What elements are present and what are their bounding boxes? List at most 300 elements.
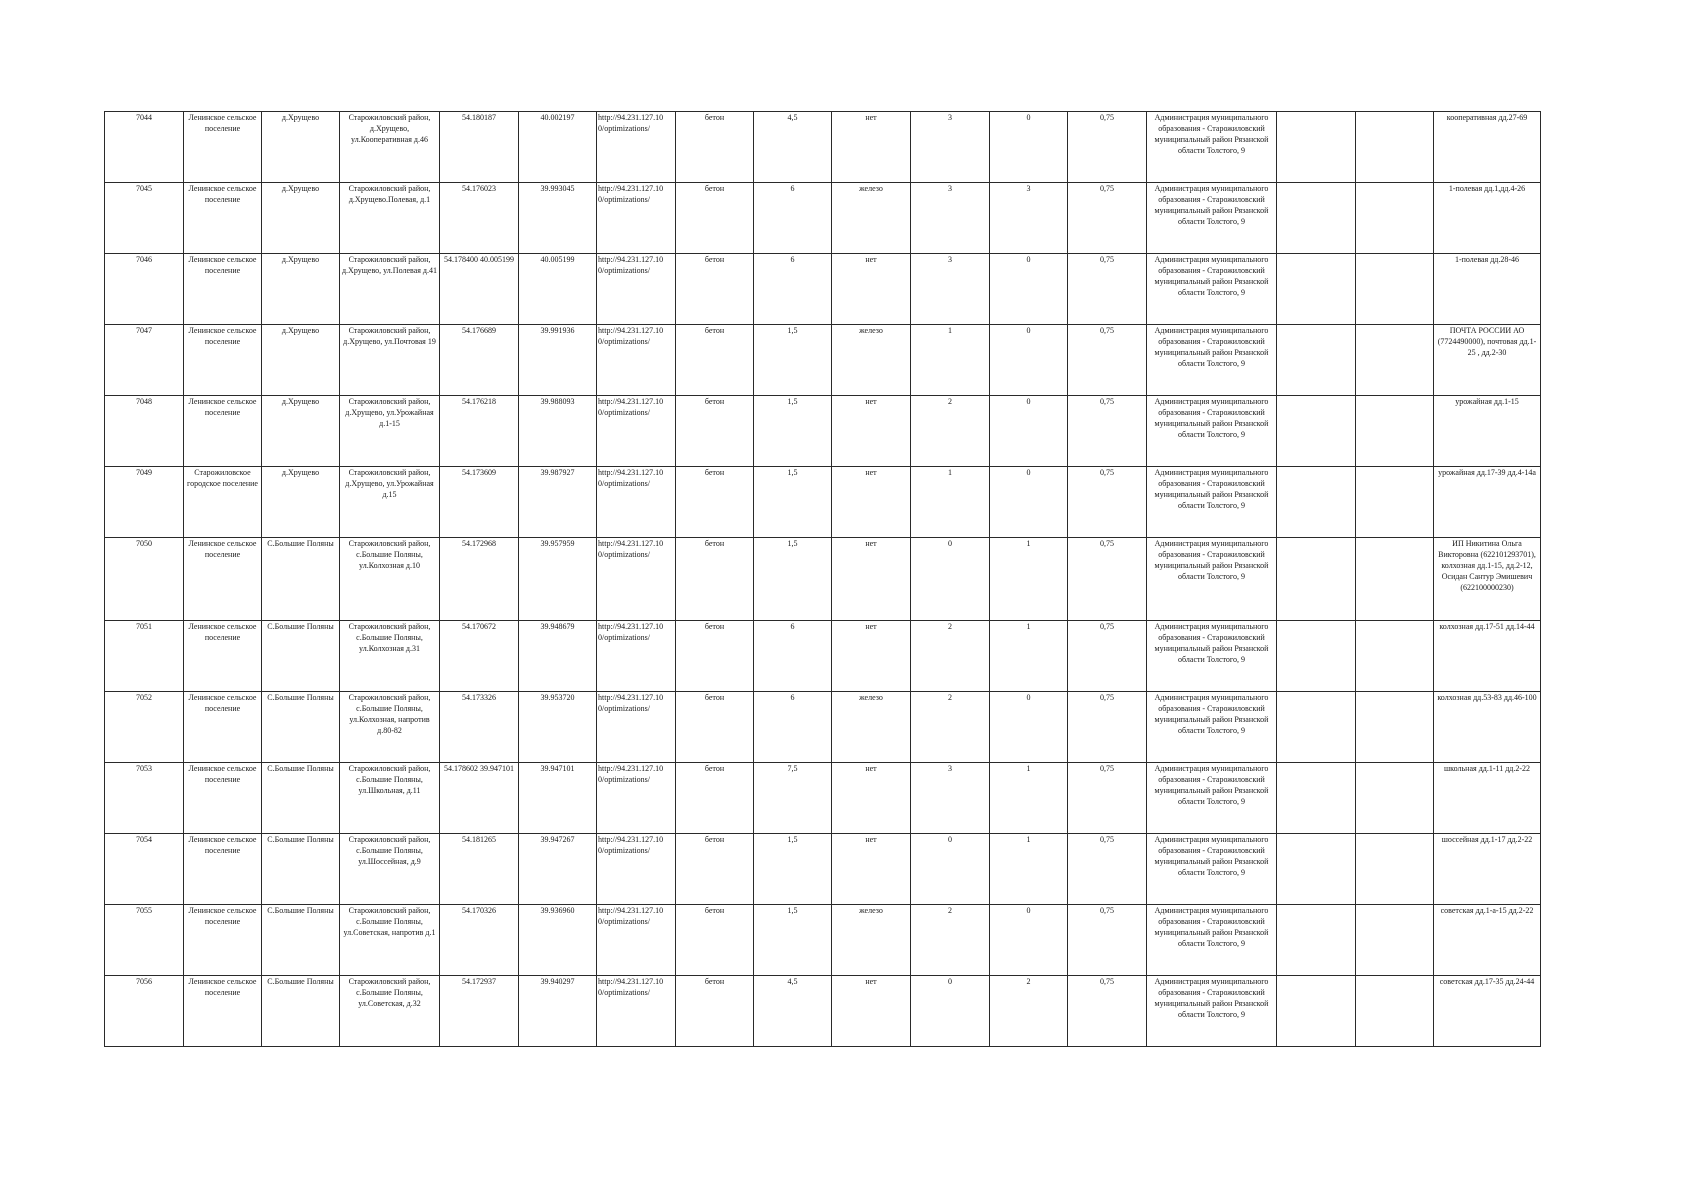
- waste-source-cell: [1434, 692, 1541, 763]
- address-cell: [340, 325, 440, 396]
- surface-cell: [676, 905, 754, 976]
- volume-cell: [1068, 325, 1147, 396]
- owner-text: Администрация муниципального образования - Старожиловский муниципальный район Рязанской области Толстого, 9: [1154, 693, 1269, 735]
- container-count-text: 0: [948, 835, 952, 844]
- container-count-2-text: 1: [1026, 764, 1031, 773]
- settlement-text: Ленинское сельское поселение: [188, 906, 257, 926]
- volume-cell: [1068, 905, 1147, 976]
- volume-cell: [1068, 254, 1147, 325]
- url-text: http://94.231.127.10 0/optimizations/: [598, 764, 664, 784]
- row-id-cell: [105, 254, 184, 325]
- longitude-cell: [519, 396, 597, 467]
- owner-text: Администрация муниципального образования - Старожиловский муниципальный район Рязанской области Толстого, 9: [1154, 255, 1269, 297]
- row-id-text: 7053: [136, 764, 152, 773]
- owner-cell: [1147, 763, 1277, 834]
- url-text: http://94.231.127.10 0/optimizations/: [598, 255, 664, 275]
- longitude-text: 39.988093: [540, 397, 575, 406]
- row-id-text: 7048: [136, 397, 152, 406]
- row-id-cell: [105, 538, 184, 621]
- address-cell: [340, 621, 440, 692]
- waste-source-cell: [1434, 538, 1541, 621]
- longitude-text: 39.991936: [540, 326, 575, 335]
- longitude-cell: [519, 905, 597, 976]
- longitude-text: 39.947101: [540, 764, 575, 773]
- volume-cell: [1068, 467, 1147, 538]
- area-cell: [754, 325, 832, 396]
- container-count-2-cell: [990, 112, 1068, 183]
- area-cell: [754, 692, 832, 763]
- owner-text: Администрация муниципального образования - Старожиловский муниципальный район Рязанской области Толстого, 9: [1154, 906, 1269, 948]
- url-cell: [597, 183, 676, 254]
- volume-cell: [1068, 763, 1147, 834]
- surface-text: бетон: [704, 539, 725, 548]
- container-count-cell: [911, 763, 990, 834]
- empty-cell: [1356, 692, 1434, 763]
- row-id-cell: [105, 763, 184, 834]
- surface-text: бетон: [704, 468, 725, 477]
- row-id-cell: [105, 834, 184, 905]
- settlement-text: Ленинское сельское поселение: [188, 326, 257, 346]
- container-count-cell: [911, 905, 990, 976]
- table-row: [105, 763, 1541, 834]
- locality-cell: [262, 112, 340, 183]
- volume-cell: [1068, 538, 1147, 621]
- latitude-cell: [440, 834, 519, 905]
- container-count-text: 3: [948, 184, 952, 193]
- waste-source-cell: [1434, 112, 1541, 183]
- empty-cell: [1277, 692, 1356, 763]
- volume-text: 0,75: [1100, 835, 1114, 844]
- locality-cell: [262, 254, 340, 325]
- longitude-cell: [519, 325, 597, 396]
- waste-source-cell: [1434, 976, 1541, 1047]
- surface-cell: [676, 254, 754, 325]
- locality-text: д.Хрущево: [281, 184, 320, 193]
- volume-text: 0,75: [1100, 326, 1114, 335]
- fence-cell: [832, 254, 911, 325]
- address-text: Старожиловский район, д.Хрущево, ул.Урожайная д.1-15: [345, 397, 434, 428]
- volume-text: 0,75: [1100, 622, 1114, 631]
- address-text: Старожиловский район, д.Хрущево, ул.Урожайная д.15: [345, 468, 434, 499]
- longitude-text: 40.005199: [540, 255, 575, 264]
- address-cell: [340, 254, 440, 325]
- url-cell: [597, 621, 676, 692]
- container-count-2-cell: [990, 325, 1068, 396]
- url-text: http://94.231.127.10 0/optimizations/: [598, 835, 664, 855]
- area-text: 4,5: [787, 113, 798, 122]
- area-text: 1,5: [787, 326, 798, 335]
- row-id-cell: [105, 183, 184, 254]
- latitude-text: 54.172937: [462, 977, 496, 986]
- url-cell: [597, 538, 676, 621]
- container-count-cell: [911, 834, 990, 905]
- container-count-2-cell: [990, 538, 1068, 621]
- area-text: 1,5: [787, 539, 798, 548]
- area-cell: [754, 976, 832, 1047]
- waste-source-text: 1-полевая дд.1,дд.4-26: [1448, 184, 1526, 193]
- row-id-text: 7052: [136, 693, 152, 702]
- empty-cell: [1356, 396, 1434, 467]
- latitude-cell: [440, 396, 519, 467]
- empty-cell: [1356, 621, 1434, 692]
- latitude-cell: [440, 467, 519, 538]
- url-text: http://94.231.127.10 0/optimizations/: [598, 693, 664, 713]
- waste-source-cell: [1434, 467, 1541, 538]
- volume-text: 0,75: [1100, 184, 1114, 193]
- container-count-cell: [911, 976, 990, 1047]
- locality-text: д.Хрущево: [281, 397, 320, 406]
- empty-cell: [1277, 905, 1356, 976]
- longitude-cell: [519, 976, 597, 1047]
- area-cell: [754, 621, 832, 692]
- waste-source-text: ПОЧТА РОССИИ АО (7724490000), почтовая дд.1-25 , дд.2-30: [1437, 326, 1537, 357]
- container-count-2-cell: [990, 976, 1068, 1047]
- empty-cell: [1277, 112, 1356, 183]
- table-row: [105, 834, 1541, 905]
- url-cell: [597, 325, 676, 396]
- waste-source-text: советская дд.17-35 дд.24-44: [1439, 977, 1535, 986]
- empty-cell: [1356, 976, 1434, 1047]
- latitude-cell: [440, 325, 519, 396]
- fence-cell: [832, 112, 911, 183]
- container-count-2-text: 1: [1026, 835, 1031, 844]
- container-count-cell: [911, 396, 990, 467]
- waste-source-text: ИП Никитина Ольга Викторовна (622101293701), колхозная дд.1-15, дд.2-12, Осидан Сантур Эмишевич (622100000230): [1438, 539, 1536, 592]
- surface-cell: [676, 183, 754, 254]
- waste-source-text: школьная дд.1-11 дд.2-22: [1444, 764, 1530, 773]
- owner-cell: [1147, 467, 1277, 538]
- address-text: Старожиловский район, с.Большие Поляны, ул.Шоссейная, д.9: [348, 835, 431, 866]
- surface-text: бетон: [704, 835, 725, 844]
- surface-text: бетон: [704, 255, 725, 264]
- owner-cell: [1147, 396, 1277, 467]
- container-count-2-cell: [990, 905, 1068, 976]
- surface-cell: [676, 834, 754, 905]
- locality-cell: [262, 467, 340, 538]
- waste-source-cell: [1434, 763, 1541, 834]
- locality-cell: [262, 976, 340, 1047]
- container-count-cell: [911, 325, 990, 396]
- container-count-2-text: 0: [1026, 255, 1031, 264]
- waste-source-text: 1-полевая дд.28-46: [1454, 255, 1520, 264]
- container-count-2-text: 1: [1026, 622, 1031, 631]
- settlement-text: Ленинское сельское поселение: [188, 113, 257, 133]
- container-count-2-cell: [990, 254, 1068, 325]
- surface-text: бетон: [704, 184, 725, 193]
- settlement-text: Старожиловское городское поселение: [187, 468, 258, 488]
- locality-text: С.Большие Поляны: [267, 906, 334, 915]
- container-count-2-cell: [990, 834, 1068, 905]
- empty-cell: [1356, 183, 1434, 254]
- fence-cell: [832, 692, 911, 763]
- url-text: http://94.231.127.10 0/optimizations/: [598, 113, 664, 133]
- volume-cell: [1068, 976, 1147, 1047]
- owner-cell: [1147, 112, 1277, 183]
- address-text: Старожиловский район, д.Хрущево, ул.Кооперативная д.46: [348, 113, 431, 144]
- container-count-cell: [911, 538, 990, 621]
- surface-cell: [676, 396, 754, 467]
- owner-text: Администрация муниципального образования - Старожиловский муниципальный район Рязанской области Толстого, 9: [1154, 468, 1269, 510]
- fence-cell: [832, 467, 911, 538]
- latitude-text: 54.181265: [462, 835, 496, 844]
- area-cell: [754, 254, 832, 325]
- fence-text: железо: [859, 326, 883, 335]
- area-cell: [754, 905, 832, 976]
- owner-cell: [1147, 834, 1277, 905]
- container-count-2-text: 0: [1026, 468, 1031, 477]
- owner-text: Администрация муниципального образования - Старожиловский муниципальный район Рязанской области Толстого, 9: [1154, 113, 1269, 155]
- area-text: 1,5: [787, 468, 798, 477]
- address-cell: [340, 467, 440, 538]
- area-text: 1,5: [787, 835, 798, 844]
- surface-cell: [676, 325, 754, 396]
- surface-text: бетон: [704, 693, 725, 702]
- table-row: [105, 905, 1541, 976]
- locality-cell: [262, 621, 340, 692]
- surface-text: бетон: [704, 326, 725, 335]
- url-cell: [597, 254, 676, 325]
- latitude-text: 54.173609: [462, 468, 496, 477]
- locality-text: д.Хрущево: [281, 255, 320, 264]
- empty-cell: [1277, 621, 1356, 692]
- address-text: Старожиловский район, с.Большие Поляны, ул.Колхозная д.31: [348, 622, 431, 653]
- url-text: http://94.231.127.10 0/optimizations/: [598, 622, 664, 642]
- longitude-text: 39.947267: [540, 835, 575, 844]
- settlement-text: Ленинское сельское поселение: [188, 255, 257, 275]
- latitude-text: 54.176689: [462, 326, 496, 335]
- container-count-2-text: 0: [1026, 906, 1031, 915]
- area-text: 7,5: [787, 764, 798, 773]
- fence-text: железо: [859, 184, 883, 193]
- waste-source-cell: [1434, 183, 1541, 254]
- area-text: 1,5: [787, 397, 798, 406]
- latitude-text: 54.176218: [462, 397, 496, 406]
- surface-cell: [676, 763, 754, 834]
- area-cell: [754, 538, 832, 621]
- address-text: Старожиловский район, с.Большие Поляны, ул.Школьная, д.11: [348, 764, 431, 795]
- owner-cell: [1147, 621, 1277, 692]
- address-cell: [340, 976, 440, 1047]
- locality-cell: [262, 325, 340, 396]
- waste-source-text: колхозная дд.53-83 дд.46-100: [1437, 693, 1537, 702]
- volume-text: 0,75: [1100, 113, 1114, 122]
- locality-text: д.Хрущево: [281, 326, 320, 335]
- longitude-text: 39.948679: [540, 622, 575, 631]
- longitude-cell: [519, 467, 597, 538]
- container-count-text: 1: [948, 326, 952, 335]
- address-text: Старожиловский район, с.Большие Поляны, ул.Советская, д.32: [348, 977, 431, 1008]
- owner-cell: [1147, 976, 1277, 1047]
- locality-text: С.Большие Поляны: [267, 693, 334, 702]
- table-row: [105, 112, 1541, 183]
- surface-text: бетон: [704, 977, 725, 986]
- longitude-text: 39.936960: [540, 906, 575, 915]
- row-id-cell: [105, 621, 184, 692]
- volume-text: 0,75: [1100, 397, 1114, 406]
- longitude-text: 40.002197: [540, 113, 575, 122]
- volume-cell: [1068, 183, 1147, 254]
- longitude-cell: [519, 538, 597, 621]
- address-cell: [340, 538, 440, 621]
- fence-text: нет: [865, 113, 877, 122]
- row-id-text: 7050: [136, 539, 152, 548]
- row-id-text: 7046: [136, 255, 152, 264]
- fence-cell: [832, 834, 911, 905]
- table-row: [105, 621, 1541, 692]
- area-text: 6: [790, 622, 795, 631]
- latitude-text: 54.173326: [462, 693, 496, 702]
- container-count-text: 0: [948, 539, 952, 548]
- latitude-text: 54.178602 39.947101: [444, 764, 514, 773]
- latitude-cell: [440, 538, 519, 621]
- settlement-text: Ленинское сельское поселение: [188, 397, 257, 417]
- area-cell: [754, 183, 832, 254]
- url-cell: [597, 834, 676, 905]
- empty-cell: [1356, 112, 1434, 183]
- container-count-cell: [911, 183, 990, 254]
- fence-cell: [832, 396, 911, 467]
- surface-text: бетон: [704, 906, 725, 915]
- url-text: http://94.231.127.10 0/optimizations/: [598, 184, 664, 204]
- table-row: [105, 538, 1541, 621]
- address-text: Старожиловский район, с.Большие Поляны, ул.Колхозная д.10: [348, 539, 431, 570]
- volume-text: 0,75: [1100, 906, 1114, 915]
- settlement-cell: [184, 396, 262, 467]
- owner-cell: [1147, 692, 1277, 763]
- area-cell: [754, 834, 832, 905]
- waste-source-cell: [1434, 325, 1541, 396]
- row-id-text: 7054: [136, 835, 152, 844]
- surface-text: бетон: [704, 113, 725, 122]
- url-text: http://94.231.127.10 0/optimizations/: [598, 468, 664, 488]
- row-id-text: 7044: [136, 113, 152, 122]
- fence-text: нет: [865, 397, 877, 406]
- latitude-cell: [440, 976, 519, 1047]
- address-text: Старожиловский район, д.Хрущево, ул.Почтовая 19: [343, 326, 436, 346]
- container-count-2-cell: [990, 183, 1068, 254]
- settlement-cell: [184, 976, 262, 1047]
- locality-cell: [262, 183, 340, 254]
- locality-cell: [262, 396, 340, 467]
- waste-source-text: кооперативная дд.27-69: [1446, 113, 1528, 122]
- container-count-cell: [911, 467, 990, 538]
- locality-text: С.Большие Поляны: [267, 539, 334, 548]
- surface-cell: [676, 538, 754, 621]
- fence-cell: [832, 183, 911, 254]
- address-cell: [340, 763, 440, 834]
- owner-cell: [1147, 538, 1277, 621]
- row-id-text: 7051: [136, 622, 152, 631]
- area-cell: [754, 467, 832, 538]
- volume-cell: [1068, 834, 1147, 905]
- locality-text: С.Большие Поляны: [267, 977, 334, 986]
- fence-cell: [832, 763, 911, 834]
- owner-text: Администрация муниципального образования - Старожиловский муниципальный район Рязанской области Толстого, 9: [1154, 397, 1269, 439]
- settlement-text: Ленинское сельское поселение: [188, 539, 257, 559]
- url-cell: [597, 467, 676, 538]
- container-count-text: 2: [948, 622, 952, 631]
- settlement-cell: [184, 905, 262, 976]
- surface-text: бетон: [704, 622, 725, 631]
- url-cell: [597, 976, 676, 1047]
- waste-source-cell: [1434, 396, 1541, 467]
- fence-cell: [832, 905, 911, 976]
- surface-text: бетон: [704, 764, 725, 773]
- fence-text: нет: [865, 977, 877, 986]
- container-count-text: 3: [948, 764, 952, 773]
- owner-text: Администрация муниципального образования - Старожиловский муниципальный район Рязанской области Толстого, 9: [1154, 764, 1269, 806]
- table-row: [105, 183, 1541, 254]
- container-count-2-cell: [990, 621, 1068, 692]
- latitude-text: 54.180187: [462, 113, 496, 122]
- latitude-cell: [440, 254, 519, 325]
- volume-cell: [1068, 621, 1147, 692]
- locality-text: С.Большие Поляны: [267, 835, 334, 844]
- settlement-cell: [184, 183, 262, 254]
- empty-cell: [1356, 834, 1434, 905]
- area-text: 4,5: [787, 977, 798, 986]
- longitude-cell: [519, 621, 597, 692]
- latitude-text: 54.176023: [462, 184, 496, 193]
- waste-source-cell: [1434, 621, 1541, 692]
- container-count-text: 2: [948, 906, 952, 915]
- address-cell: [340, 834, 440, 905]
- latitude-cell: [440, 621, 519, 692]
- url-cell: [597, 396, 676, 467]
- volume-text: 0,75: [1100, 539, 1114, 548]
- area-text: 6: [790, 255, 795, 264]
- empty-cell: [1356, 905, 1434, 976]
- empty-cell: [1277, 763, 1356, 834]
- settlement-text: Ленинское сельское поселение: [188, 977, 257, 997]
- waste-source-cell: [1434, 254, 1541, 325]
- longitude-cell: [519, 834, 597, 905]
- owner-cell: [1147, 183, 1277, 254]
- row-id-cell: [105, 976, 184, 1047]
- longitude-cell: [519, 183, 597, 254]
- container-count-text: 0: [948, 977, 952, 986]
- settlement-cell: [184, 467, 262, 538]
- locality-cell: [262, 692, 340, 763]
- empty-cell: [1277, 254, 1356, 325]
- empty-cell: [1277, 325, 1356, 396]
- owner-text: Администрация муниципального образования - Старожиловский муниципальный район Рязанской области Толстого, 9: [1154, 977, 1269, 1019]
- url-cell: [597, 763, 676, 834]
- settlement-cell: [184, 834, 262, 905]
- waste-source-text: колхозная дд.17-51 дд.14-44: [1439, 622, 1535, 631]
- empty-cell: [1356, 325, 1434, 396]
- fence-cell: [832, 976, 911, 1047]
- address-cell: [340, 396, 440, 467]
- fence-text: нет: [865, 255, 877, 264]
- longitude-text: 39.993045: [540, 184, 575, 193]
- locality-cell: [262, 538, 340, 621]
- owner-text: Администрация муниципального образования - Старожиловский муниципальный район Рязанской области Толстого, 9: [1154, 184, 1269, 226]
- table-row: [105, 692, 1541, 763]
- settlement-cell: [184, 763, 262, 834]
- empty-cell: [1356, 763, 1434, 834]
- row-id-cell: [105, 905, 184, 976]
- container-count-text: 2: [948, 397, 952, 406]
- container-count-cell: [911, 112, 990, 183]
- container-count-text: 3: [948, 255, 952, 264]
- url-text: http://94.231.127.10 0/optimizations/: [598, 326, 664, 346]
- waste-source-text: урожайная дд.17-39 дд.4-14а: [1438, 468, 1536, 477]
- longitude-text: 39.987927: [540, 468, 575, 477]
- settlement-cell: [184, 621, 262, 692]
- longitude-text: 39.953720: [540, 693, 575, 702]
- latitude-text: 54.170326: [462, 906, 496, 915]
